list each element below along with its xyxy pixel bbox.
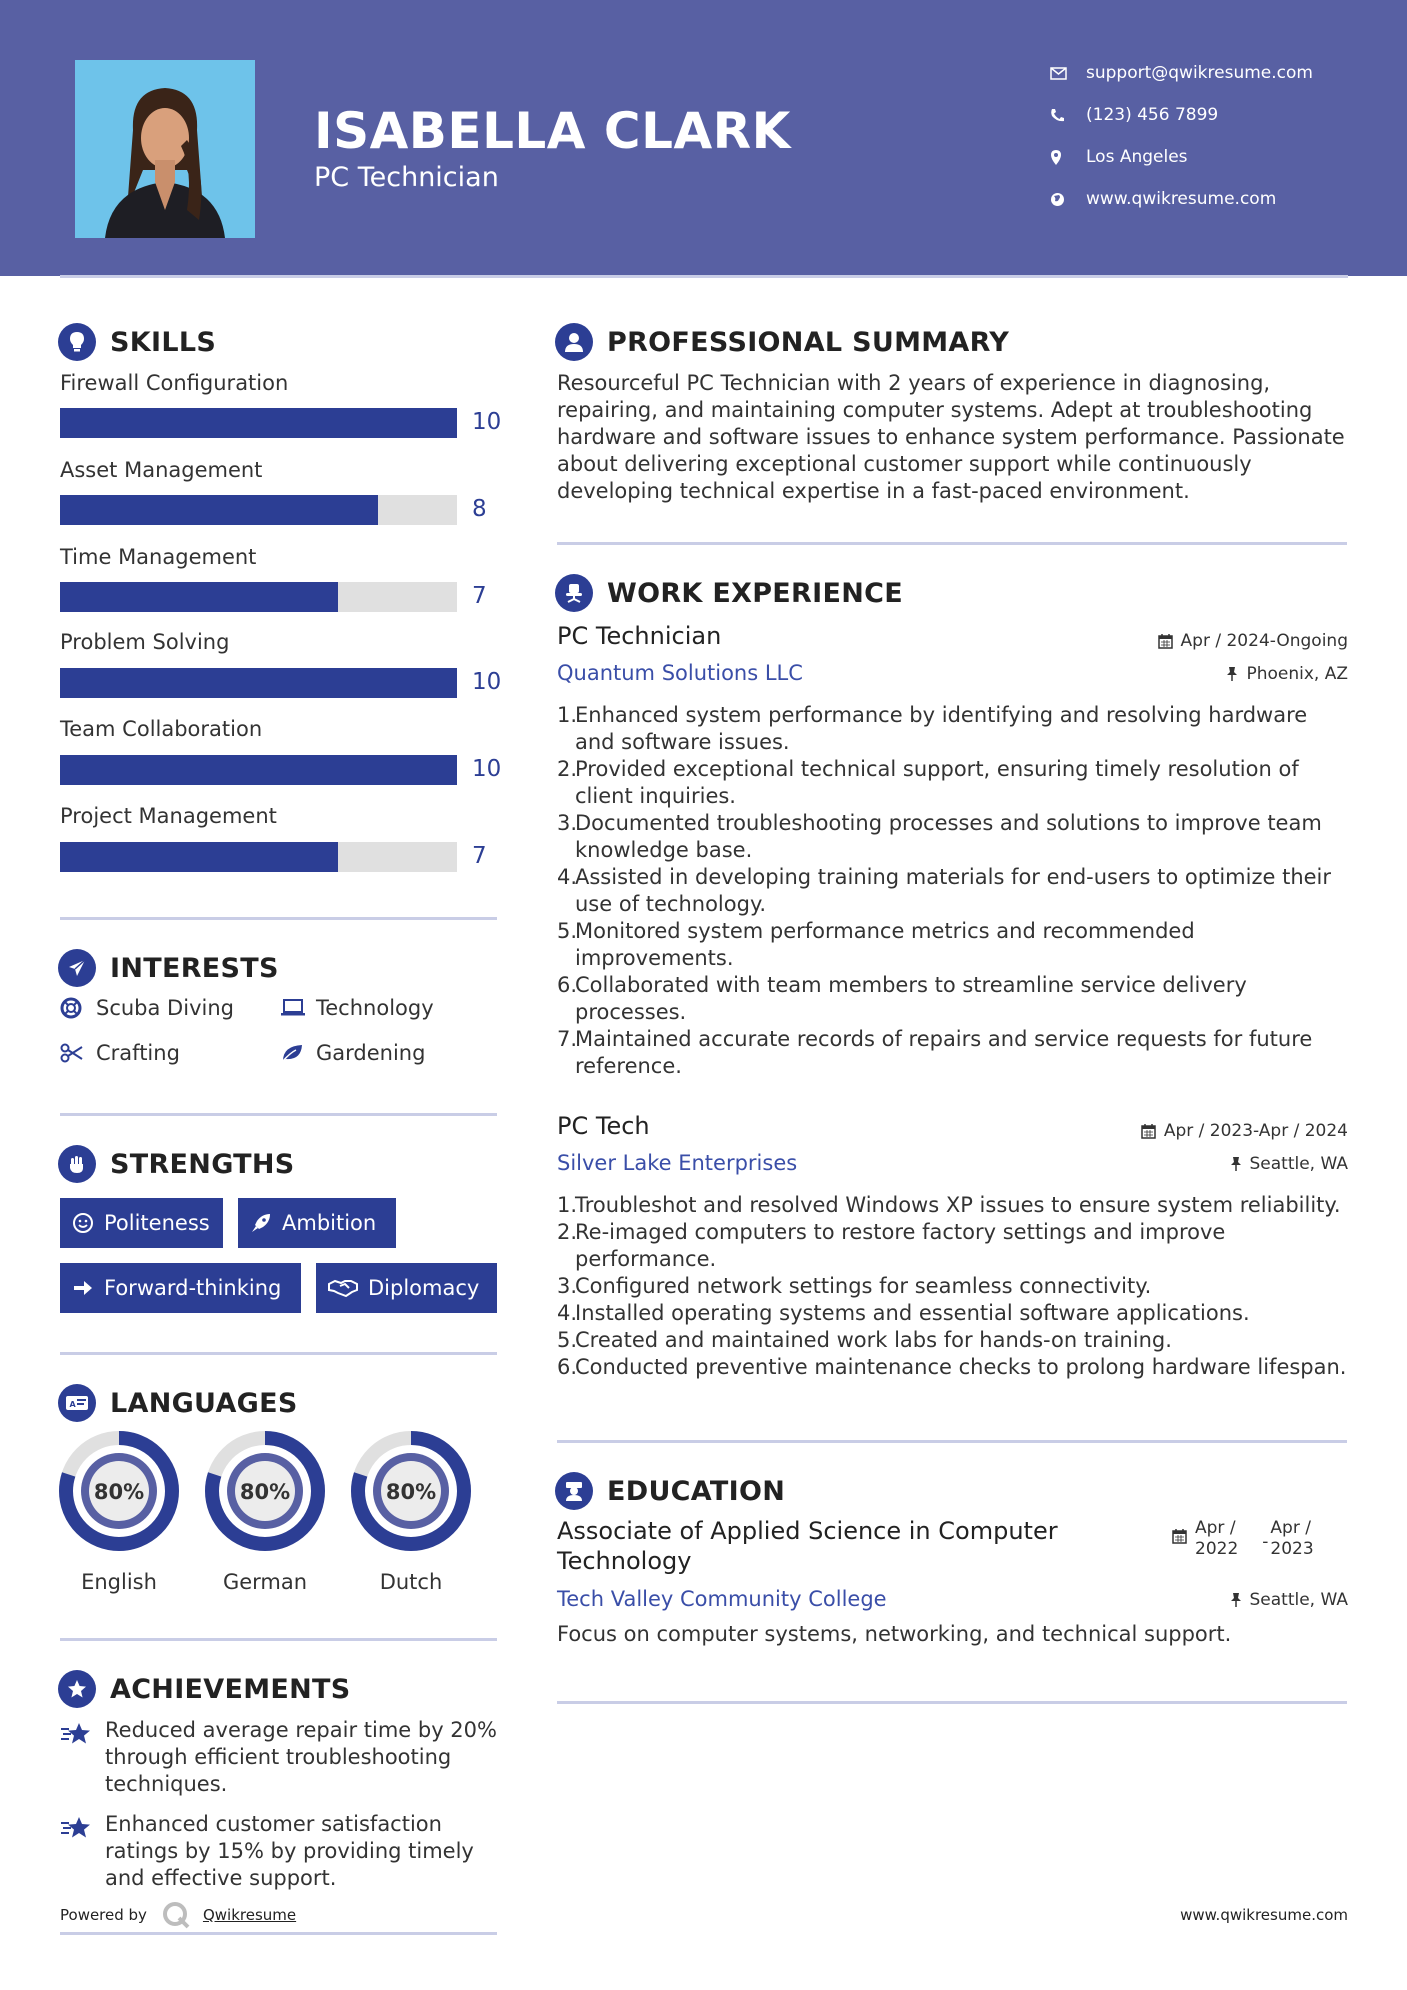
language-ring bbox=[58, 1430, 180, 1552]
language-item bbox=[204, 1430, 326, 1594]
job-bullet: 1. Enhanced system performance by identifying and resolving hardware and software issues. bbox=[557, 703, 1308, 754]
skill-value: 10 bbox=[472, 409, 502, 435]
skill-label: Project Management bbox=[60, 804, 277, 828]
education-heading: EDUCATION bbox=[555, 1471, 785, 1511]
powered-by: Powered by Qwikresume bbox=[60, 1900, 296, 1930]
skill-label: Problem Solving bbox=[60, 630, 230, 654]
job-dates: Apr / 2023-Apr / 2024 bbox=[1141, 1121, 1348, 1141]
language-item bbox=[58, 1430, 180, 1594]
skill-bar-fill bbox=[60, 842, 338, 872]
skill-bar-track bbox=[60, 495, 457, 525]
language-percent: 80% bbox=[239, 1480, 291, 1504]
handshake-icon bbox=[328, 1278, 358, 1298]
qwikresume-link[interactable]: Qwikresume bbox=[202, 1906, 297, 1924]
laptop-icon bbox=[280, 999, 316, 1017]
strength-chip: Ambition bbox=[238, 1198, 396, 1248]
globe-icon bbox=[1050, 189, 1086, 209]
job-bullet: 5. Created and maintained work labs for hands-on training. bbox=[557, 1328, 1172, 1352]
job-bullet: 6. Collaborated with team members to streamline service delivery processes. bbox=[557, 973, 1247, 1024]
skill-label: Team Collaboration bbox=[60, 717, 263, 741]
job-location: Seattle, WA bbox=[1230, 1154, 1349, 1174]
raised-fist-icon bbox=[58, 1145, 96, 1183]
job-role: PC Technician bbox=[557, 622, 722, 650]
job-dates: Apr / 2024-Ongoing bbox=[1158, 631, 1348, 651]
summary-heading: PROFESSIONAL SUMMARY bbox=[555, 322, 1009, 362]
skill-value: 10 bbox=[472, 756, 502, 782]
skill-bar-fill bbox=[60, 668, 457, 698]
lifebuoy-icon bbox=[60, 997, 96, 1019]
language-name: German bbox=[222, 1570, 308, 1594]
interest-item: Scuba Diving bbox=[60, 996, 234, 1020]
map-pin-icon bbox=[1050, 147, 1086, 167]
paper-plane-icon bbox=[58, 949, 96, 987]
skill-value: 10 bbox=[472, 669, 502, 695]
skills-heading: SKILLS bbox=[58, 322, 216, 362]
section-divider bbox=[557, 1440, 1347, 1443]
job-bullet: 3. Documented troubleshooting processes and solutions to improve team knowledge base. bbox=[557, 811, 1322, 862]
arrow-right-icon bbox=[72, 1278, 94, 1298]
footer-website[interactable]: www.qwikresume.com bbox=[1180, 1906, 1348, 1924]
skill-bar-fill bbox=[60, 408, 457, 438]
calendar-icon bbox=[1158, 633, 1173, 649]
candidate-title: PC Technician bbox=[314, 162, 499, 193]
calendar-icon bbox=[1172, 1518, 1187, 1560]
skill-label: Asset Management bbox=[60, 458, 263, 482]
section-divider bbox=[60, 1932, 497, 1935]
language-icon bbox=[58, 1384, 96, 1422]
contact-list bbox=[1050, 52, 1313, 220]
education-end: Apr / 2023 bbox=[1270, 1518, 1314, 1559]
skill-label: Firewall Configuration bbox=[60, 371, 289, 395]
language-ring bbox=[350, 1430, 472, 1552]
interest-item: Technology bbox=[280, 996, 434, 1020]
contact-location: Los Angeles bbox=[1050, 136, 1313, 178]
languages-heading: A LANGUAGES bbox=[58, 1383, 298, 1423]
section-divider bbox=[60, 1113, 497, 1116]
scissors-icon bbox=[60, 1043, 96, 1063]
interest-item: Crafting bbox=[60, 1041, 180, 1065]
section-divider bbox=[60, 1352, 497, 1355]
achievement-item: Reduced average repair time by 20% through efficient troubleshooting techniques. bbox=[60, 1717, 500, 1798]
resume-header bbox=[0, 0, 1407, 276]
skill-bar-track bbox=[60, 408, 457, 438]
job-bullet: 4. Installed operating systems and essential software applications. bbox=[557, 1301, 1250, 1325]
job-bullet: 3. Configured network settings for seamless connectivity. bbox=[557, 1274, 1152, 1298]
contact-phone[interactable]: (123) 456 7899 bbox=[1050, 94, 1313, 136]
summary-text: Resourceful PC Technician with 2 years of experience in diagnosing, repairing, and maintaining computer systems. Adept at troubleshooting hardware and software issues to enhance system performance. Passionate about delivering exceptional customer support while continuously developing technical expertise in a fast-paced environment. bbox=[557, 371, 1345, 503]
education-description: Focus on computer systems, networking, and technical support. bbox=[557, 1622, 1232, 1646]
strength-chip: Diplomacy bbox=[316, 1263, 497, 1313]
pushpin-icon bbox=[1226, 666, 1238, 682]
qwikresume-logo-icon bbox=[161, 1900, 191, 1930]
skill-bar-track bbox=[60, 668, 457, 698]
skill-bar-track bbox=[60, 842, 457, 872]
leaf-icon bbox=[280, 1043, 316, 1063]
skill-bar-track bbox=[60, 755, 457, 785]
education-location: Seattle, WA bbox=[1230, 1590, 1349, 1610]
skill-label: Time Management bbox=[60, 545, 257, 569]
skill-value: 8 bbox=[472, 496, 487, 522]
strengths-heading: STRENGTHS bbox=[58, 1144, 295, 1184]
interest-item: Gardening bbox=[280, 1041, 425, 1065]
svg-text:A: A bbox=[69, 1400, 76, 1409]
header-divider bbox=[60, 275, 1348, 278]
contact-website[interactable]: www.qwikresume.com bbox=[1050, 178, 1313, 220]
section-divider bbox=[557, 1701, 1347, 1704]
education-school: Tech Valley Community College bbox=[557, 1587, 887, 1611]
job-location: Phoenix, AZ bbox=[1226, 664, 1348, 684]
job-bullet: 2. Re-imaged computers to restore factory settings and improve performance. bbox=[557, 1220, 1226, 1271]
language-name: English bbox=[81, 1570, 157, 1594]
job-bullets bbox=[557, 702, 1347, 1080]
date-separator: - bbox=[1262, 1532, 1269, 1552]
pushpin-icon bbox=[1230, 1156, 1242, 1172]
education-dates bbox=[1172, 1518, 1314, 1560]
job-bullet: 5. Monitored system performance metrics and recommended improvements. bbox=[557, 919, 1195, 970]
job-company: Silver Lake Enterprises bbox=[557, 1151, 798, 1175]
lightbulb-icon bbox=[58, 323, 96, 361]
section-divider bbox=[557, 542, 1347, 545]
skill-value: 7 bbox=[472, 843, 487, 869]
office-chair-icon bbox=[555, 574, 593, 612]
job-bullet: 6. Conducted preventive maintenance checks to prolong hardware lifespan. bbox=[557, 1355, 1347, 1379]
star-badge-icon bbox=[58, 1670, 96, 1708]
interests-heading: INTERESTS bbox=[58, 948, 279, 988]
experience-heading: WORK EXPERIENCE bbox=[555, 573, 903, 613]
smile-icon bbox=[72, 1212, 94, 1234]
language-percent: 80% bbox=[93, 1480, 145, 1504]
graduate-icon bbox=[555, 1472, 593, 1510]
star-icon bbox=[60, 1717, 105, 1798]
language-item bbox=[350, 1430, 472, 1594]
skill-bar-fill bbox=[60, 495, 378, 525]
section-divider bbox=[60, 917, 497, 920]
envelope-icon bbox=[1050, 63, 1086, 83]
job-bullet: 1. Troubleshot and resolved Windows XP issues to ensure system reliability. bbox=[557, 1193, 1341, 1217]
achievements-heading: ACHIEVEMENTS bbox=[58, 1669, 351, 1709]
job-bullet: 4. Assisted in developing training materials for end-users to optimize their use of technology. bbox=[557, 865, 1332, 916]
candidate-name: ISABELLA CLARK bbox=[314, 102, 791, 160]
job-bullet: 7. Maintained accurate records of repairs and service requests for future reference. bbox=[557, 1027, 1313, 1078]
achievement-item: Enhanced customer satisfaction ratings by 15% by providing timely and effective support. bbox=[60, 1811, 500, 1892]
job-bullets bbox=[557, 1192, 1347, 1381]
job-bullet: 2. Provided exceptional technical support, ensuring timely resolution of client inquiries. bbox=[557, 757, 1299, 808]
phone-icon bbox=[1050, 105, 1086, 125]
star-icon bbox=[60, 1811, 105, 1892]
profile-photo bbox=[75, 60, 255, 238]
strength-chip: Forward-thinking bbox=[60, 1263, 301, 1313]
education-degree: Associate of Applied Science in Computer Technology bbox=[557, 1517, 1058, 1575]
contact-email[interactable]: support@qwikresume.com bbox=[1050, 52, 1313, 94]
user-icon bbox=[555, 323, 593, 361]
calendar-icon bbox=[1141, 1123, 1156, 1139]
skill-bar-fill bbox=[60, 582, 338, 612]
section-divider bbox=[60, 1638, 497, 1641]
skill-value: 7 bbox=[472, 583, 487, 609]
job-role: PC Tech bbox=[557, 1112, 650, 1140]
language-name: Dutch bbox=[379, 1570, 443, 1594]
education-start: Apr / 2022 bbox=[1195, 1518, 1239, 1559]
skill-bar-track bbox=[60, 582, 457, 612]
pushpin-icon bbox=[1230, 1592, 1242, 1608]
skill-bar-fill bbox=[60, 755, 457, 785]
language-ring bbox=[204, 1430, 326, 1552]
job-company: Quantum Solutions LLC bbox=[557, 661, 803, 685]
strength-chip: Politeness bbox=[60, 1198, 223, 1248]
rocket-icon bbox=[250, 1212, 272, 1234]
language-percent: 80% bbox=[385, 1480, 437, 1504]
